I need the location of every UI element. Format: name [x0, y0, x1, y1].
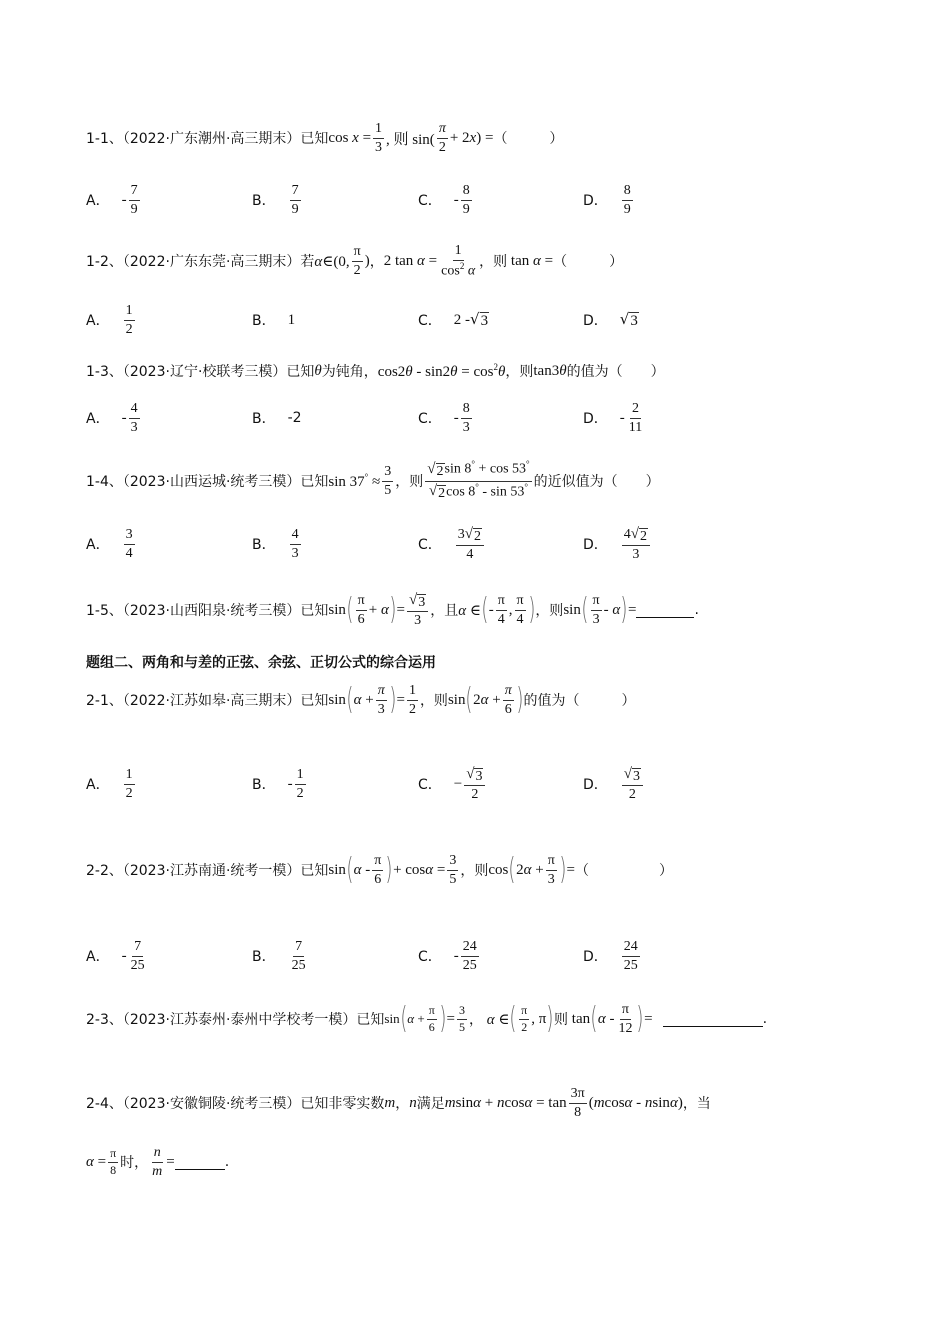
question-2-4: 2-4、（2023·安徽铜陵·统考三模）已知非零实数 m ， n 满足 msinα + ncosα = tan $\frac{3\pi}{8}$ (mcosα - nsinα) ，当: [86, 1086, 711, 1120]
option-d[interactable]: D． $\frac{24}{25}$: [583, 939, 638, 973]
option-b[interactable]: B． -2: [252, 410, 302, 427]
option-a[interactable]: A． - $\frac{7}{9}$: [86, 183, 138, 217]
question-2-2: 2-2、（2023·江苏南通·统考一模）已知 sin ( α - $\frac{\pi}{6}$ ) + cosα = $\frac{3}{5}$ ，则 cos ( 2α + $\frac{\pi}{3}$ ) = （ ）: [86, 852, 673, 887]
option-d[interactable]: D． √ 3: [583, 310, 638, 329]
formula: + 2x) =: [449, 129, 494, 146]
formula: α∈(0,: [314, 253, 350, 270]
formula: tan α =: [507, 252, 554, 269]
option-d[interactable]: D． $\frac{8}{9}$: [583, 183, 631, 217]
formula: 2 tan α =: [383, 252, 438, 269]
question-1-5: 1-5、（2023·山西阳泉·统考三模）已知 sin ( $\frac{\pi}{6}$ + α ) = √ 3 3 ，且 α ∈ ( - $\frac{\pi}{4}$ , $\frac{\pi}{4}$ ) ，则 sin ( $\frac{\pi}{3}$ - α ) = .: [86, 591, 699, 628]
options-1-1: [86, 178, 866, 222]
options-2-2: [86, 934, 866, 982]
formula: sin 37° ≈: [328, 471, 381, 490]
option-a[interactable]: A． - $\frac{4}{3}$: [86, 401, 138, 435]
option-b[interactable]: B． $\frac{7}{25}$: [252, 939, 306, 973]
option-d[interactable]: D． - $\frac{2}{11}$: [583, 401, 643, 435]
question-1-2: 1-2、（2022·广东东莞·高三期末）若 α∈(0, $\frac{\pi}{2}$ ) ， 2 tan α = $\frac{1}{\cos^2 \alpha}$ ，则 tan α = （ ）: [86, 243, 624, 279]
option-d[interactable]: D． √ 3 2: [583, 762, 645, 806]
question-1-1-prefix: 1-1、（2022·广东潮州·高三期末）已知: [86, 131, 329, 147]
question-2-1: 2-1、（2022·江苏如皋·高三期末）已知 sin ( α + $\frac{\pi}{3}$ ) = $\frac{1}{2}$ ，则 sin ( 2α + $\frac{\pi}{6}$ ) 的值为（ ）: [86, 682, 636, 717]
formula: cos x =: [328, 129, 372, 146]
options-2-1: [86, 762, 866, 812]
option-c[interactable]: C． 3 √ 2 4: [418, 522, 486, 566]
options-1-3: [86, 396, 866, 440]
question-1-4: 1-4、（2023·山西运城·统考三模）已知 sin 37° ≈ $\frac{3}{5}$ ，则 √ 2 sin 8° + cos 53° √ 2 cos 8° - sin 53° 的近似值为（ ）: [86, 459, 660, 502]
formula: $\cos 2\theta - \sin 2\theta = \cos^2\theta$: [377, 361, 506, 380]
option-c[interactable]: C． - $\frac{8}{9}$: [418, 183, 470, 217]
option-c[interactable]: C． - $\frac{24}{25}$: [418, 939, 477, 973]
option-b[interactable]: B． $\frac{7}{9}$: [252, 183, 299, 217]
answer-blank[interactable]: [663, 1012, 763, 1027]
options-1-4: [86, 522, 866, 566]
option-d[interactable]: D． 4 √ 2 3: [583, 522, 652, 566]
question-1-3: 1-3、（2023·辽宁·校联考三模）已知 θ 为钝角， $\cos 2\theta - \sin 2\theta = \cos^2\theta$ ，则 tan3θ 的值为（ ）: [86, 361, 665, 380]
fraction: √ 2 sin 8° + cos 53° √ 2 cos 8° - sin 53°: [427, 459, 530, 502]
option-a[interactable]: A． $\frac{1}{2}$: [86, 303, 133, 337]
option-b[interactable]: B． - $\frac{1}{2}$: [252, 767, 304, 801]
question-1-1-suffix: （ ）: [493, 131, 564, 147]
option-c[interactable]: C． - $\frac{8}{3}$: [418, 401, 470, 435]
question-1-2-prefix: 1-2、（2022·广东东莞·高三期末）若: [86, 254, 315, 270]
option-b[interactable]: B． 1: [252, 311, 296, 329]
answer-blank[interactable]: [175, 1155, 225, 1170]
question-1-1: [86, 118, 563, 158]
fraction: $\frac{\pi}{2}$: [438, 121, 446, 155]
options-1-2: [86, 298, 866, 342]
section-heading: 题组二、两角和与差的正弦、余弦、正切公式的综合运用: [86, 655, 436, 671]
option-a[interactable]: A． $\frac{1}{2}$: [86, 767, 133, 801]
answer-blank[interactable]: [636, 603, 694, 618]
option-a[interactable]: A． $\frac{3}{4}$: [86, 527, 133, 561]
formula: , 则 sin(: [386, 131, 435, 148]
option-b[interactable]: B． $\frac{4}{3}$: [252, 527, 299, 561]
fraction: $\frac{1}{3}$: [375, 121, 383, 155]
question-2-3: 2-3、（2023·江苏泰州·泰州中学校考一模）已知 sin ( α + $\frac{\pi}{6}$ ) = $\frac{3}{5}$ ， α ∈ ( $\frac{\pi}{2}$ , π ) 则 tan ( α - $\frac{\pi}{12}$ ) = .: [86, 1001, 768, 1036]
question-2-4-line2: α = $\frac{\pi}{8}$ 时， $\frac{n}{m}$ = .: [86, 1145, 230, 1179]
option-c[interactable]: C． 2 - √ 3: [418, 310, 489, 329]
option-a[interactable]: A． - $\frac{7}{25}$: [86, 939, 145, 973]
option-c[interactable]: C． − √ 3 2: [418, 762, 487, 806]
